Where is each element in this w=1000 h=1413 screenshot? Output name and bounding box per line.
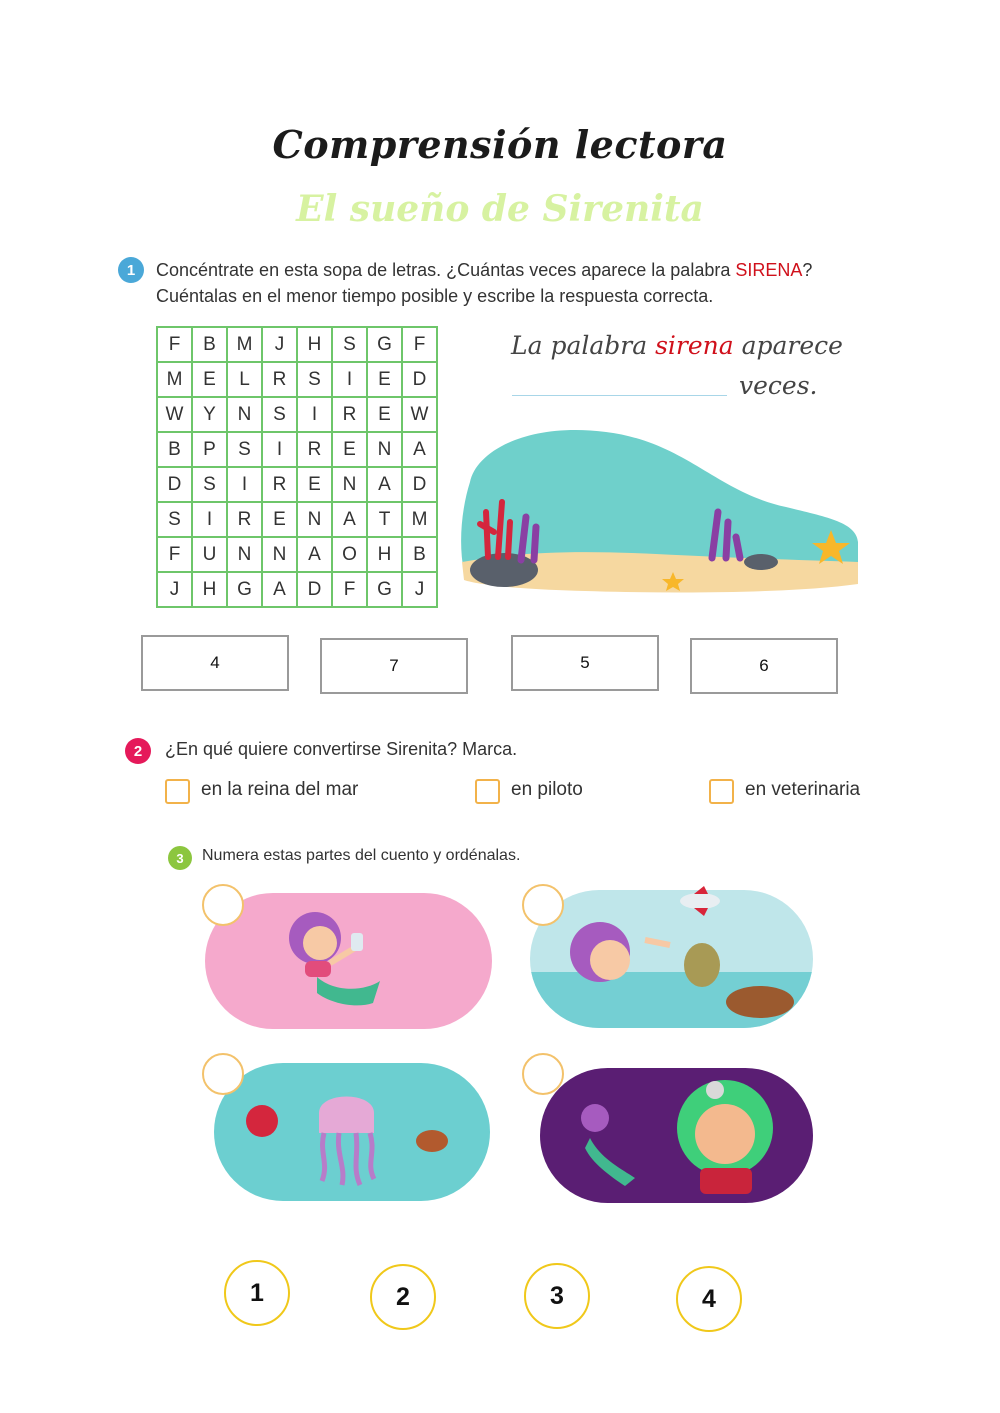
grid-cell[interactable]: N — [262, 537, 297, 572]
grid-cell[interactable]: A — [297, 537, 332, 572]
grid-cell[interactable]: D — [157, 467, 192, 502]
grid-row — [157, 397, 437, 432]
grid-cell[interactable]: N — [227, 397, 262, 432]
grid-cell[interactable]: E — [367, 397, 402, 432]
order-circle-panel-4[interactable] — [522, 1053, 564, 1095]
grid-cell[interactable]: H — [297, 327, 332, 362]
grid-cell[interactable]: N — [227, 537, 262, 572]
story-panel-mermaid-veterinarian — [540, 1068, 813, 1203]
grid-cell[interactable]: R — [262, 467, 297, 502]
answer-blank-line[interactable] — [512, 395, 727, 396]
answer-sentence-end: veces. — [739, 371, 818, 400]
grid-cell[interactable]: E — [262, 502, 297, 537]
grid-cell[interactable]: E — [332, 432, 367, 467]
choice-veterinaria: en veterinaria — [745, 779, 861, 800]
grid-cell[interactable]: J — [157, 572, 192, 607]
grid-row — [157, 537, 437, 572]
grid-cell[interactable]: M — [227, 327, 262, 362]
grid-cell[interactable]: D — [402, 362, 437, 397]
grid-row — [157, 502, 437, 537]
grid-cell[interactable]: P — [192, 432, 227, 467]
question-3-text: Numera estas partes del cuento y ordénalas. — [202, 847, 521, 864]
grid-cell[interactable]: G — [227, 572, 262, 607]
question-1-text: Concéntrate en esta sopa de letras. ¿Cuántas veces aparece la palabra SIRENA? — [156, 260, 813, 280]
grid-cell[interactable]: H — [192, 572, 227, 607]
order-number-1[interactable]: 1 — [224, 1260, 290, 1326]
grid-cell[interactable]: S — [262, 397, 297, 432]
grid-cell[interactable]: I — [262, 432, 297, 467]
grid-cell[interactable]: F — [402, 327, 437, 362]
grid-cell[interactable]: A — [262, 572, 297, 607]
order-circle-panel-3[interactable] — [202, 1053, 244, 1095]
grid-row — [157, 432, 437, 467]
grid-cell[interactable]: R — [297, 432, 332, 467]
grid-cell[interactable]: D — [297, 572, 332, 607]
grid-cell[interactable]: F — [332, 572, 367, 607]
grid-cell[interactable]: U — [192, 537, 227, 572]
grid-cell[interactable]: E — [192, 362, 227, 397]
grid-cell[interactable]: M — [402, 502, 437, 537]
answer-option-6[interactable]: 6 — [690, 638, 838, 694]
grid-row — [157, 327, 437, 362]
answer-option-5[interactable]: 5 — [511, 635, 659, 691]
question-2-badge: 2 — [125, 738, 151, 764]
grid-cell[interactable]: N — [367, 432, 402, 467]
grid-row — [157, 467, 437, 502]
question-1-instruction: Cuéntalas en el menor tiempo posible y escribe la respuesta correcta. — [156, 286, 714, 306]
checkbox-piloto[interactable] — [475, 779, 500, 804]
checkbox-veterinaria[interactable] — [709, 779, 734, 804]
checkbox-reina-del-mar[interactable] — [165, 779, 190, 804]
order-circle-panel-1[interactable] — [202, 884, 244, 926]
order-number-3[interactable]: 3 — [524, 1263, 590, 1329]
grid-cell[interactable]: I — [332, 362, 367, 397]
grid-cell[interactable]: I — [297, 397, 332, 432]
story-panel-mermaid-swimming — [205, 893, 492, 1029]
grid-cell[interactable]: D — [402, 467, 437, 502]
question-1-badge: 1 — [118, 257, 144, 283]
grid-cell[interactable]: W — [402, 397, 437, 432]
grid-cell[interactable]: L — [227, 362, 262, 397]
order-circle-panel-2[interactable] — [522, 884, 564, 926]
grid-cell[interactable]: S — [157, 502, 192, 537]
grid-cell[interactable]: A — [402, 432, 437, 467]
grid-row — [157, 572, 437, 607]
grid-cell[interactable]: S — [227, 432, 262, 467]
order-number-2[interactable]: 2 — [370, 1264, 436, 1330]
grid-cell[interactable]: S — [297, 362, 332, 397]
grid-cell[interactable]: N — [332, 467, 367, 502]
question-3-badge: 3 — [168, 846, 192, 870]
grid-cell[interactable]: R — [262, 362, 297, 397]
grid-cell[interactable]: H — [367, 537, 402, 572]
question-2-text: ¿En qué quiere convertirse Sirenita? Marca. — [165, 739, 518, 759]
grid-cell[interactable]: E — [367, 362, 402, 397]
grid-cell[interactable]: I — [192, 502, 227, 537]
grid-row — [157, 362, 437, 397]
story-panel-mermaid-turtle — [530, 890, 813, 1028]
order-number-4[interactable]: 4 — [676, 1266, 742, 1332]
grid-cell[interactable]: O — [332, 537, 367, 572]
grid-cell[interactable]: S — [192, 467, 227, 502]
grid-cell[interactable]: B — [192, 327, 227, 362]
grid-cell[interactable]: S — [332, 327, 367, 362]
grid-cell[interactable]: G — [367, 327, 402, 362]
keyword-sirena: SIRENA — [735, 260, 803, 280]
worksheet-title: Comprensión lectora — [272, 122, 728, 167]
story-panel-jellyfish — [214, 1063, 490, 1201]
grid-cell[interactable]: A — [332, 502, 367, 537]
answer-option-7[interactable]: 7 — [320, 638, 468, 694]
grid-cell[interactable]: I — [227, 467, 262, 502]
grid-cell[interactable]: Y — [192, 397, 227, 432]
choice-piloto: en piloto — [511, 779, 583, 800]
grid-cell[interactable]: W — [157, 397, 192, 432]
grid-cell[interactable]: F — [157, 327, 192, 362]
grid-cell[interactable]: R — [227, 502, 262, 537]
grid-cell[interactable]: J — [402, 572, 437, 607]
grid-cell[interactable]: E — [297, 467, 332, 502]
story-subtitle: El sueño de Sirenita — [296, 188, 704, 230]
grid-cell[interactable]: A — [367, 467, 402, 502]
grid-cell[interactable]: J — [262, 327, 297, 362]
grid-cell[interactable]: F — [157, 537, 192, 572]
grid-cell[interactable]: T — [367, 502, 402, 537]
grid-cell[interactable]: M — [157, 362, 192, 397]
ocean-floor-illustration — [456, 412, 860, 597]
word-search-grid[interactable] — [156, 326, 438, 608]
grid-cell[interactable]: B — [402, 537, 437, 572]
grid-cell[interactable]: G — [367, 572, 402, 607]
answer-option-4[interactable]: 4 — [141, 635, 289, 691]
grid-cell[interactable]: B — [157, 432, 192, 467]
choice-reina-del-mar: en la reina del mar — [201, 779, 359, 800]
airplane-icon — [676, 884, 724, 918]
grid-cell[interactable]: R — [332, 397, 367, 432]
grid-cell[interactable]: N — [297, 502, 332, 537]
answer-sentence: La palabra sirena aparece — [511, 331, 843, 360]
